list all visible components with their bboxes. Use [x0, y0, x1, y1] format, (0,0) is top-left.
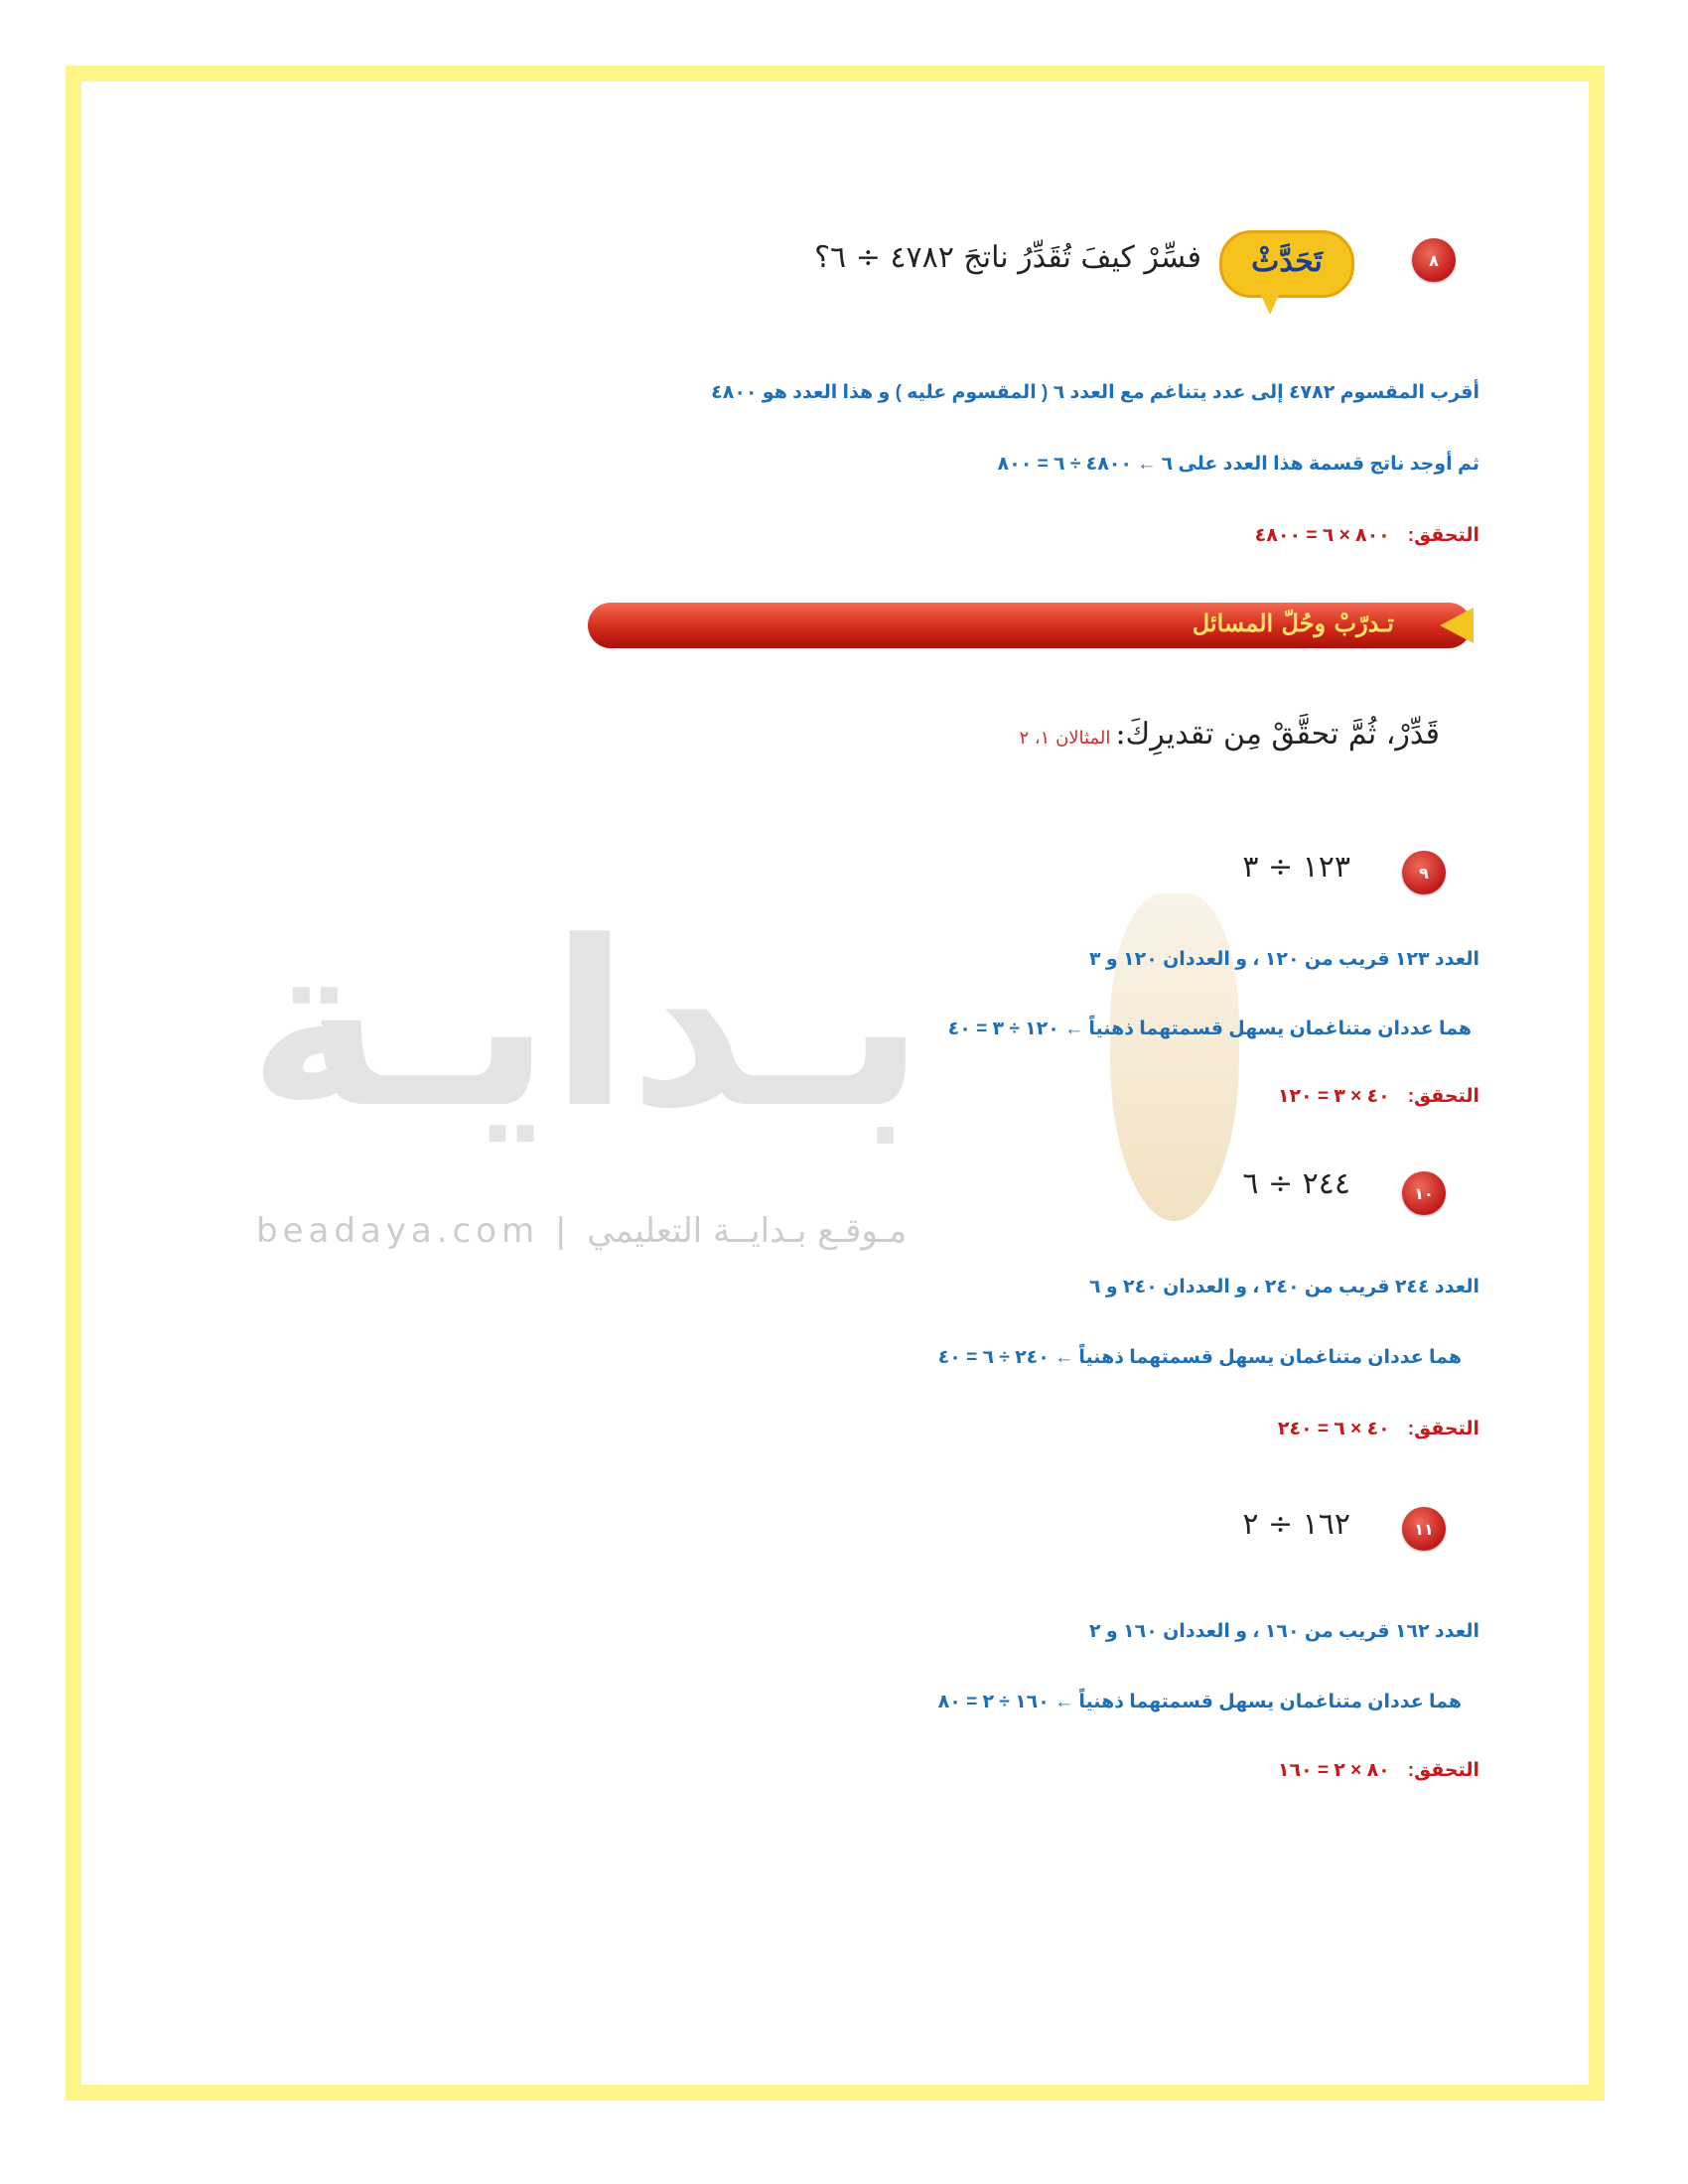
question-9-expression: ١٢٣ ÷ ٣ [1242, 850, 1350, 885]
q11-check [1278, 1759, 1479, 1782]
q8-check [1255, 524, 1479, 547]
q10-check [1278, 1418, 1479, 1440]
check-label: التحقق: [1407, 1760, 1479, 1781]
watermark-caption: beadaya.com | مـوقـع بـدايــة التعليمي [256, 1211, 908, 1251]
instruction-ref: المثالان ١، ٢ [1019, 728, 1111, 749]
question-11-expression: ١٦٢ ÷ ٢ [1242, 1507, 1350, 1542]
check-label: التحقق: [1407, 1419, 1479, 1439]
q9-answer-line-2: هما عددان متناغمان يسهل قسمتهما ذهنياً ← ١٢٠ ÷ ٣ = ٤٠ [947, 1019, 1472, 1039]
question-number-11: ١١ [1402, 1507, 1446, 1551]
check-label: التحقق: [1407, 525, 1479, 546]
question-number-9: ٩ [1402, 851, 1446, 894]
section-banner-title: تـدرّبْ وحُلّ المسائل [1192, 609, 1394, 637]
q10-answer-line-1: العدد ٢٤٤ قريب من ٢٤٠ ، و العددان ٢٤٠ و ٦ [1089, 1277, 1479, 1297]
instruction-text: قَدِّرْ، ثُمَّ تحقَّقْ مِن تقديرِكَ: [1115, 717, 1440, 751]
question-10-expression: ٢٤٤ ÷ ٦ [1242, 1166, 1350, 1201]
watermark-pen-icon [1110, 893, 1239, 1221]
instruction [1019, 717, 1440, 751]
talk-bubble-icon [1219, 230, 1354, 298]
question-number-8: ٨ [1412, 238, 1456, 282]
q8-answer-line-1: أقرب المقسوم ٤٧٨٢ إلى عدد يتناغم مع العدد ٦ ( المقسوم عليه ) و هذا العدد هو ٤٨٠٠ [711, 382, 1479, 403]
talk-bubble-label: تَحَدَّثْ [1251, 244, 1323, 279]
question-8-text: فسِّرْ كيفَ تُقَدِّرُ ناتجَ ٤٧٨٢ ÷ ٦؟ [814, 240, 1201, 275]
check-label: التحقق: [1407, 1086, 1479, 1107]
check-value: ٨٠٠ × ٦ = ٤٨٠٠ [1254, 525, 1390, 546]
q11-answer-line-1: العدد ١٦٢ قريب من ١٦٠ ، و العددان ١٦٠ و ٢ [1089, 1621, 1479, 1642]
check-value: ٤٠ × ٣ = ١٢٠ [1277, 1086, 1390, 1107]
q8-answer-line-2: ثم أوجد ناتج قسمة هذا العدد على ٦ ← ٤٨٠٠ ÷ ٦ = ٨٠٠ [997, 454, 1479, 475]
q9-check [1278, 1085, 1479, 1108]
check-value: ٤٠ × ٦ = ٢٤٠ [1277, 1419, 1390, 1439]
q9-answer-line-1: العدد ١٢٣ قريب من ١٢٠ ، و العددان ١٢٠ و ٣ [1089, 949, 1479, 970]
banner-arrow-icon [1440, 608, 1474, 643]
question-number-10: ١٠ [1402, 1171, 1446, 1215]
q11-answer-line-2: هما عددان متناغمان يسهل قسمتهما ذهنياً ← ١٦٠ ÷ ٢ = ٨٠ [937, 1692, 1462, 1712]
watermark-logo: بـدايـة [248, 893, 925, 1159]
q10-answer-line-2: هما عددان متناغمان يسهل قسمتهما ذهنياً ← ٢٤٠ ÷ ٦ = ٤٠ [937, 1347, 1462, 1368]
check-value: ٨٠ × ٢ = ١٦٠ [1277, 1760, 1390, 1781]
section-banner [588, 603, 1472, 648]
